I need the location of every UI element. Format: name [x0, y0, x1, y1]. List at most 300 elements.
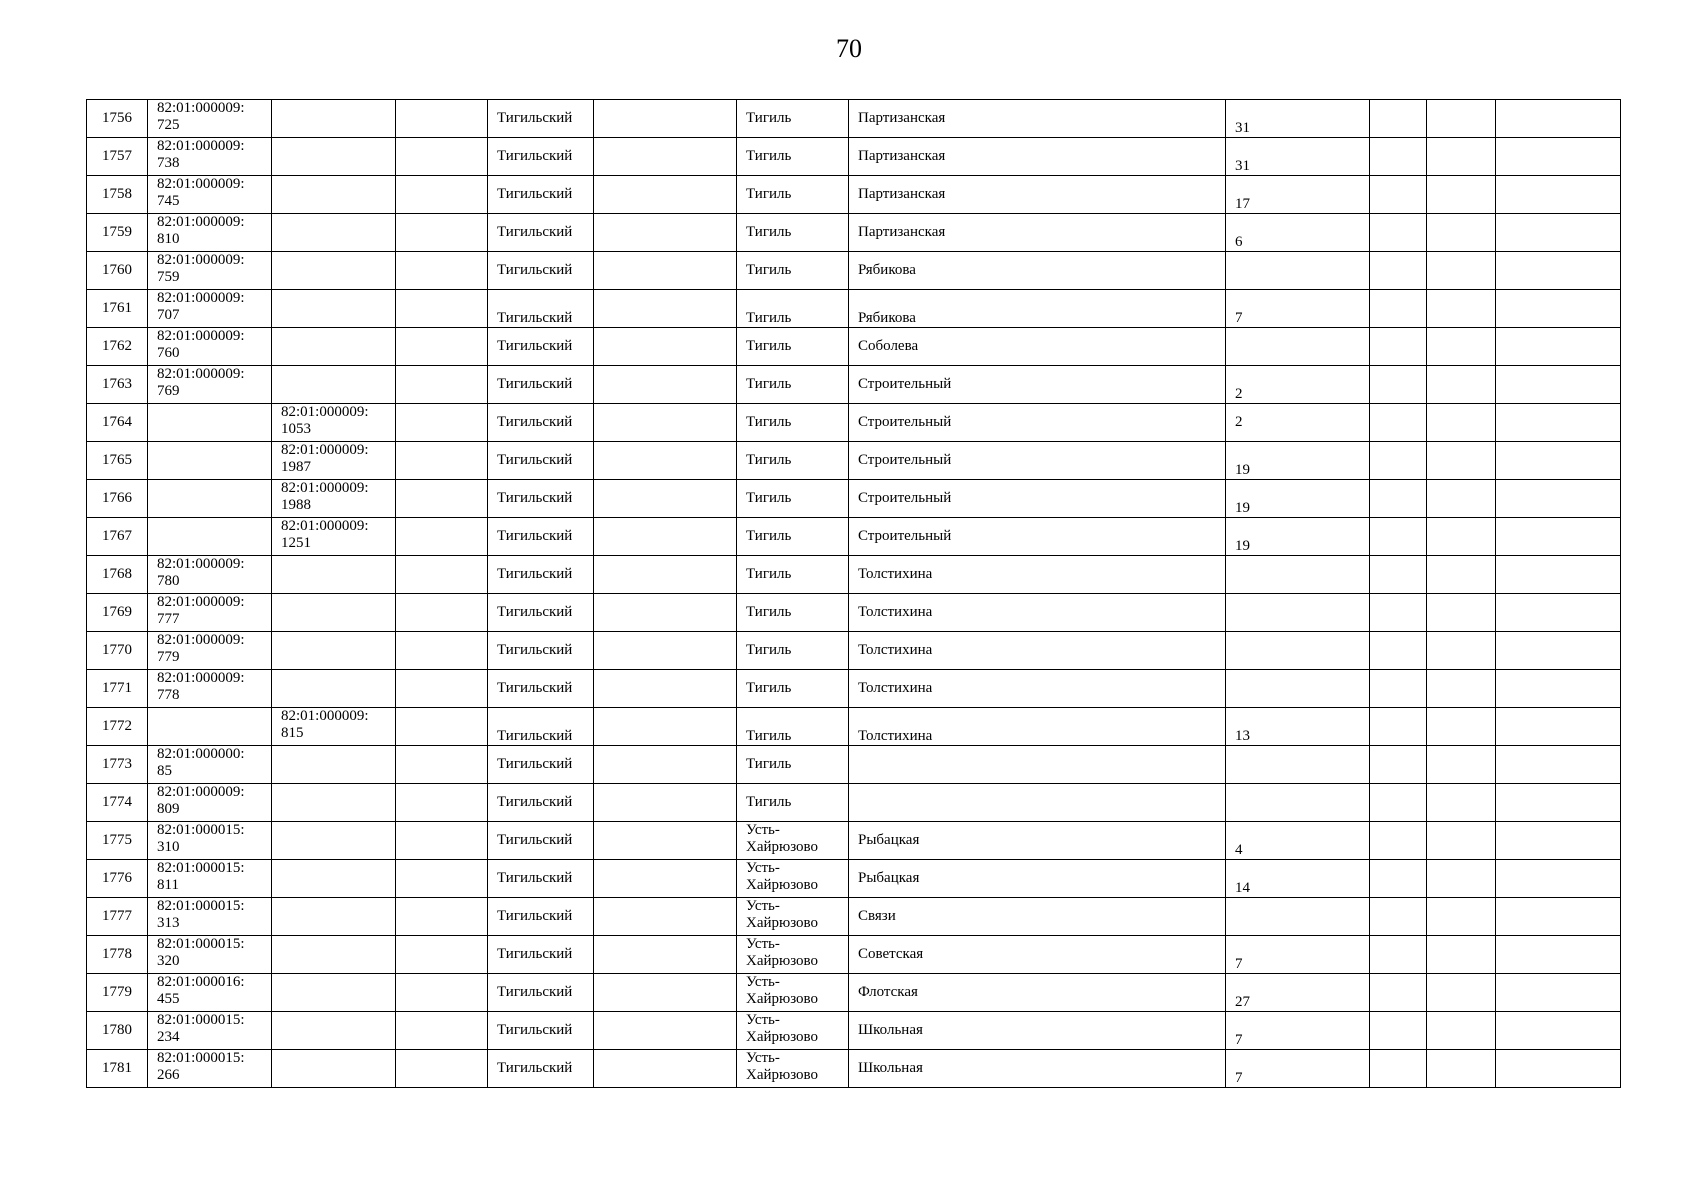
cadastral-number-land-line: 707 — [157, 307, 180, 323]
empty-cell — [396, 1012, 488, 1050]
cadastral-number-land — [148, 670, 272, 708]
cadastral-number-land-line: 82:01:000000: — [157, 746, 245, 762]
district: Тигильский — [488, 632, 594, 670]
empty-cell — [1370, 252, 1427, 290]
cadastral-number-land-line: 777 — [157, 611, 180, 627]
cadastral-number-land-line: 82:01:000015: — [157, 1012, 245, 1028]
empty-cell — [1370, 632, 1427, 670]
empty-cell — [1496, 670, 1621, 708]
cadastral-number-land-line: 82:01:000015: — [157, 822, 245, 838]
empty-cell — [1370, 860, 1427, 898]
street: Рябикова — [849, 290, 1226, 328]
settlement-line: Хайрюзово — [746, 915, 819, 931]
house-number — [1226, 746, 1370, 784]
district: Тигильский — [488, 366, 594, 404]
cadastral-number-land — [148, 518, 272, 556]
house-number — [1226, 252, 1370, 290]
cadastral-number-building — [272, 594, 396, 632]
house-number: 6 — [1226, 214, 1370, 252]
cadastral-number-land — [148, 176, 272, 214]
settlement — [737, 936, 849, 974]
cadastral-number-building — [272, 784, 396, 822]
empty-cell — [1496, 518, 1621, 556]
settlement — [737, 632, 849, 670]
cadastral-number-building — [272, 898, 396, 936]
empty-cell — [594, 1012, 737, 1050]
cadastral-number-land-line: 82:01:000009: — [157, 176, 245, 192]
empty-cell — [1427, 556, 1496, 594]
empty-cell — [1370, 328, 1427, 366]
empty-cell — [396, 404, 488, 442]
house-number: 19 — [1226, 442, 1370, 480]
district: Тигильский — [488, 936, 594, 974]
empty-cell — [1370, 176, 1427, 214]
row-number: 1766 — [87, 480, 148, 518]
registry-rows — [87, 100, 1621, 1088]
empty-cell — [1370, 746, 1427, 784]
cadastral-number-land-line: 82:01:000009: — [157, 214, 245, 230]
district: Тигильский — [488, 290, 594, 328]
cadastral-number-land — [148, 746, 272, 784]
empty-cell — [1496, 1012, 1621, 1050]
street: Школьная — [849, 1050, 1226, 1088]
empty-cell — [1496, 594, 1621, 632]
cadastral-number-land-line: 82:01:000009: — [157, 366, 245, 382]
street: Строительный — [849, 480, 1226, 518]
empty-cell — [1370, 670, 1427, 708]
cadastral-number-land-line: 745 — [157, 193, 180, 209]
settlement — [737, 556, 849, 594]
table-row — [87, 1050, 1621, 1088]
cadastral-number-building — [272, 1050, 396, 1088]
table-row — [87, 670, 1621, 708]
house-number: 17 — [1226, 176, 1370, 214]
cadastral-number-land-line: 82:01:000015: — [157, 860, 245, 876]
empty-cell — [1370, 100, 1427, 138]
empty-cell — [1370, 556, 1427, 594]
empty-cell — [396, 746, 488, 784]
empty-cell — [1427, 138, 1496, 176]
cadastral-number-land-line: 778 — [157, 687, 180, 703]
empty-cell — [1427, 1012, 1496, 1050]
settlement-line: Хайрюзово — [746, 877, 819, 893]
settlement-line: Усть- — [746, 1050, 780, 1066]
house-number: 19 — [1226, 518, 1370, 556]
settlement — [737, 100, 849, 138]
empty-cell — [1496, 290, 1621, 328]
cadastral-number-land-line: 82:01:000009: — [157, 632, 245, 648]
cadastral-number-land-line: 82:01:000009: — [157, 138, 245, 154]
row-number: 1760 — [87, 252, 148, 290]
settlement — [737, 670, 849, 708]
empty-cell — [1427, 594, 1496, 632]
cadastral-number-building — [272, 328, 396, 366]
row-number: 1781 — [87, 1050, 148, 1088]
row-number: 1779 — [87, 974, 148, 1012]
settlement — [737, 442, 849, 480]
cadastral-number-land-line: 310 — [157, 839, 180, 855]
settlement-line: Хайрюзово — [746, 1067, 819, 1083]
settlement-line: Хайрюзово — [746, 839, 819, 855]
empty-cell — [594, 594, 737, 632]
cadastral-number-building-line: 82:01:000009: — [281, 404, 369, 420]
table-row — [87, 556, 1621, 594]
empty-cell — [1370, 138, 1427, 176]
street: Партизанская — [849, 138, 1226, 176]
table-row — [87, 518, 1621, 556]
house-number: 13 — [1226, 708, 1370, 746]
settlement-line: Тигиль — [746, 262, 792, 278]
row-number: 1758 — [87, 176, 148, 214]
empty-cell — [396, 176, 488, 214]
settlement-line: Тигиль — [746, 756, 792, 772]
district: Тигильский — [488, 898, 594, 936]
cadastral-number-land — [148, 100, 272, 138]
cadastral-number-building — [272, 708, 396, 746]
empty-cell — [1370, 366, 1427, 404]
cadastral-number-building-line: 1053 — [281, 421, 311, 437]
empty-cell — [396, 328, 488, 366]
empty-cell — [1370, 594, 1427, 632]
house-number: 7 — [1226, 1050, 1370, 1088]
row-number: 1756 — [87, 100, 148, 138]
settlement — [737, 1012, 849, 1050]
street: Связи — [849, 898, 1226, 936]
empty-cell — [1427, 708, 1496, 746]
registry-table — [86, 99, 1621, 1088]
house-number — [1226, 670, 1370, 708]
empty-cell — [1496, 860, 1621, 898]
cadastral-number-building — [272, 1012, 396, 1050]
empty-cell — [1496, 366, 1621, 404]
house-number: 7 — [1226, 290, 1370, 328]
empty-cell — [1370, 480, 1427, 518]
settlement — [737, 214, 849, 252]
empty-cell — [1427, 632, 1496, 670]
table-row — [87, 252, 1621, 290]
cadastral-number-land — [148, 138, 272, 176]
cadastral-number-land-line: 759 — [157, 269, 180, 285]
cadastral-number-building — [272, 138, 396, 176]
empty-cell — [1370, 974, 1427, 1012]
street: Партизанская — [849, 176, 1226, 214]
district: Тигильский — [488, 784, 594, 822]
empty-cell — [1427, 670, 1496, 708]
cadastral-number-land-line: 82:01:000009: — [157, 594, 245, 610]
table-row — [87, 214, 1621, 252]
cadastral-number-building — [272, 100, 396, 138]
empty-cell — [1427, 366, 1496, 404]
cadastral-number-land-line: 266 — [157, 1067, 180, 1083]
row-number: 1767 — [87, 518, 148, 556]
empty-cell — [594, 632, 737, 670]
street: Толстихина — [849, 708, 1226, 746]
row-number: 1763 — [87, 366, 148, 404]
settlement — [737, 252, 849, 290]
street: Толстихина — [849, 670, 1226, 708]
empty-cell — [1496, 632, 1621, 670]
cadastral-number-building — [272, 746, 396, 784]
table-row — [87, 100, 1621, 138]
house-number: 19 — [1226, 480, 1370, 518]
empty-cell — [594, 214, 737, 252]
cadastral-number-land — [148, 1012, 272, 1050]
settlement-line: Тигиль — [746, 148, 792, 164]
row-number: 1768 — [87, 556, 148, 594]
empty-cell — [1370, 898, 1427, 936]
empty-cell — [396, 860, 488, 898]
settlement-line: Тигиль — [746, 490, 792, 506]
empty-cell — [1427, 746, 1496, 784]
empty-cell — [1370, 290, 1427, 328]
empty-cell — [396, 784, 488, 822]
cadastral-number-land — [148, 860, 272, 898]
district: Тигильский — [488, 404, 594, 442]
empty-cell — [594, 898, 737, 936]
empty-cell — [1496, 252, 1621, 290]
empty-cell — [1370, 404, 1427, 442]
settlement-line: Усть- — [746, 1012, 780, 1028]
cadastral-number-building — [272, 176, 396, 214]
settlement — [737, 784, 849, 822]
cadastral-number-land-line: 769 — [157, 383, 180, 399]
settlement-line: Тигиль — [746, 414, 792, 430]
empty-cell — [396, 214, 488, 252]
empty-cell — [594, 1050, 737, 1088]
cadastral-number-land — [148, 822, 272, 860]
empty-cell — [594, 252, 737, 290]
empty-cell — [594, 708, 737, 746]
house-number — [1226, 632, 1370, 670]
street: Партизанская — [849, 214, 1226, 252]
house-number — [1226, 594, 1370, 632]
table-row — [87, 784, 1621, 822]
empty-cell — [1427, 898, 1496, 936]
cadastral-number-land-line: 85 — [157, 763, 172, 779]
empty-cell — [396, 822, 488, 860]
settlement-line: Усть- — [746, 860, 780, 876]
row-number: 1764 — [87, 404, 148, 442]
table-row — [87, 632, 1621, 670]
cadastral-number-land-line: 82:01:000009: — [157, 670, 245, 686]
row-number: 1778 — [87, 936, 148, 974]
table-row — [87, 480, 1621, 518]
row-number: 1777 — [87, 898, 148, 936]
empty-cell — [396, 290, 488, 328]
street: Строительный — [849, 518, 1226, 556]
row-number: 1774 — [87, 784, 148, 822]
empty-cell — [1370, 1050, 1427, 1088]
house-number: 2 — [1226, 404, 1370, 442]
cadastral-number-building — [272, 214, 396, 252]
settlement-line: Тигиль — [746, 224, 792, 240]
empty-cell — [1427, 1050, 1496, 1088]
street: Толстихина — [849, 594, 1226, 632]
district: Тигильский — [488, 518, 594, 556]
district: Тигильский — [488, 442, 594, 480]
district: Тигильский — [488, 176, 594, 214]
cadastral-number-building-line: 82:01:000009: — [281, 518, 369, 534]
house-number: 31 — [1226, 100, 1370, 138]
table-row — [87, 746, 1621, 784]
empty-cell — [1370, 442, 1427, 480]
empty-cell — [1427, 974, 1496, 1012]
cadastral-number-land-line: 82:01:000009: — [157, 556, 245, 572]
settlement-line: Тигиль — [746, 528, 792, 544]
house-number: 7 — [1226, 936, 1370, 974]
cadastral-number-land-line: 82:01:000015: — [157, 898, 245, 914]
empty-cell — [1427, 442, 1496, 480]
table-row — [87, 822, 1621, 860]
table-row — [87, 138, 1621, 176]
district: Тигильский — [488, 328, 594, 366]
house-number — [1226, 784, 1370, 822]
street: Рыбацкая — [849, 822, 1226, 860]
cadastral-number-land-line: 738 — [157, 155, 180, 171]
empty-cell — [594, 822, 737, 860]
cadastral-number-land-line: 780 — [157, 573, 180, 589]
street: Рябикова — [849, 252, 1226, 290]
row-number: 1761 — [87, 290, 148, 328]
cadastral-number-land-line: 809 — [157, 801, 180, 817]
cadastral-number-land-line: 82:01:000009: — [157, 100, 245, 116]
row-number: 1762 — [87, 328, 148, 366]
empty-cell — [594, 442, 737, 480]
row-number: 1759 — [87, 214, 148, 252]
empty-cell — [1496, 1050, 1621, 1088]
street: Рыбацкая — [849, 860, 1226, 898]
settlement — [737, 480, 849, 518]
cadastral-number-land — [148, 252, 272, 290]
cadastral-number-land — [148, 366, 272, 404]
row-number: 1771 — [87, 670, 148, 708]
table-row — [87, 290, 1621, 328]
cadastral-number-building — [272, 974, 396, 1012]
cadastral-number-land — [148, 328, 272, 366]
row-number: 1765 — [87, 442, 148, 480]
settlement-line: Тигиль — [746, 680, 792, 696]
empty-cell — [1496, 822, 1621, 860]
settlement — [737, 708, 849, 746]
district: Тигильский — [488, 822, 594, 860]
district: Тигильский — [488, 138, 594, 176]
cadastral-number-building — [272, 822, 396, 860]
empty-cell — [1496, 898, 1621, 936]
settlement-line: Усть- — [746, 936, 780, 952]
cadastral-number-building — [272, 860, 396, 898]
cadastral-number-land — [148, 632, 272, 670]
cadastral-number-building — [272, 366, 396, 404]
empty-cell — [396, 518, 488, 556]
empty-cell — [594, 138, 737, 176]
table-row — [87, 594, 1621, 632]
table-row — [87, 860, 1621, 898]
table-row — [87, 974, 1621, 1012]
empty-cell — [594, 518, 737, 556]
settlement-line: Тигиль — [746, 186, 792, 202]
cadastral-number-land — [148, 442, 272, 480]
empty-cell — [594, 328, 737, 366]
empty-cell — [396, 442, 488, 480]
settlement — [737, 594, 849, 632]
street: Толстихина — [849, 556, 1226, 594]
settlement-line: Тигиль — [746, 110, 792, 126]
settlement — [737, 404, 849, 442]
empty-cell — [1496, 442, 1621, 480]
empty-cell — [396, 708, 488, 746]
empty-cell — [1427, 822, 1496, 860]
empty-cell — [594, 670, 737, 708]
empty-cell — [1496, 480, 1621, 518]
empty-cell — [594, 100, 737, 138]
cadastral-number-building-line: 1987 — [281, 459, 311, 475]
page-number: 70 — [836, 34, 862, 63]
table-row — [87, 1012, 1621, 1050]
street: Советская — [849, 936, 1226, 974]
empty-cell — [1370, 784, 1427, 822]
settlement — [737, 176, 849, 214]
house-number — [1226, 898, 1370, 936]
cadastral-number-building — [272, 252, 396, 290]
empty-cell — [1496, 708, 1621, 746]
row-number: 1776 — [87, 860, 148, 898]
empty-cell — [1370, 1012, 1427, 1050]
empty-cell — [1427, 480, 1496, 518]
house-number: 2 — [1226, 366, 1370, 404]
empty-cell — [594, 176, 737, 214]
settlement — [737, 974, 849, 1012]
cadastral-number-building-line: 82:01:000009: — [281, 708, 369, 724]
district: Тигильский — [488, 860, 594, 898]
empty-cell — [594, 746, 737, 784]
row-number: 1775 — [87, 822, 148, 860]
district: Тигильский — [488, 974, 594, 1012]
cadastral-number-land-line: 313 — [157, 915, 180, 931]
street: Соболева — [849, 328, 1226, 366]
settlement — [737, 366, 849, 404]
settlement-line: Усть- — [746, 898, 780, 914]
district: Тигильский — [488, 670, 594, 708]
empty-cell — [396, 252, 488, 290]
cadastral-number-building — [272, 936, 396, 974]
settlement — [737, 1050, 849, 1088]
empty-cell — [594, 936, 737, 974]
house-number: 7 — [1226, 1012, 1370, 1050]
empty-cell — [594, 784, 737, 822]
empty-cell — [1496, 176, 1621, 214]
empty-cell — [594, 290, 737, 328]
row-number: 1780 — [87, 1012, 148, 1050]
cadastral-number-land-line: 82:01:000009: — [157, 328, 245, 344]
empty-cell — [396, 632, 488, 670]
empty-cell — [1427, 936, 1496, 974]
cadastral-number-building-line: 82:01:000009: — [281, 442, 369, 458]
cadastral-number-land — [148, 1050, 272, 1088]
table-row — [87, 404, 1621, 442]
empty-cell — [396, 138, 488, 176]
empty-cell — [1427, 100, 1496, 138]
cadastral-number-land — [148, 556, 272, 594]
settlement — [737, 860, 849, 898]
district: Тигильский — [488, 708, 594, 746]
empty-cell — [1427, 290, 1496, 328]
cadastral-number-land-line: 725 — [157, 117, 180, 133]
empty-cell — [1370, 936, 1427, 974]
empty-cell — [1427, 784, 1496, 822]
street: Партизанская — [849, 100, 1226, 138]
cadastral-number-land — [148, 214, 272, 252]
house-number: 4 — [1226, 822, 1370, 860]
